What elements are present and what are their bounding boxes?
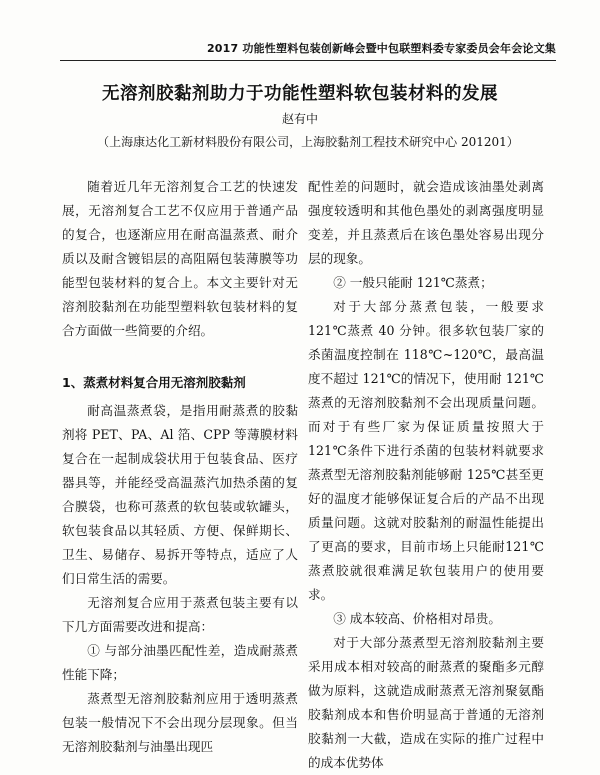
list-item-1-heading: ① 与部分油墨匹配性差，造成耐蒸煮性能下降；	[62, 643, 298, 682]
intro-paragraph: 随着近几年无溶剂复合工艺的快速发展，无溶剂复合工艺不仅应用于普通产品的复合，也逐渐应用在耐高温蒸煮、耐介质以及耐含镀铝层的高阻隔包装薄膜等功能型包装材料的复合上。本文主要针对无溶剂胶黏剂在功能型塑料软包装材料的复合方面做一些简要的介绍。	[62, 179, 298, 338]
running-header: 2017 功能性塑料包装创新峰会暨中包联塑料委专家委员会年会论文集	[206, 42, 556, 55]
section-1-paragraph-1: 耐高温蒸煮袋，是指用耐蒸煮的胶黏剂将 PET、PA、Al 箔、CPP 等薄膜材料复合在一起制成袋状用于包装食品、医疗器具等，并能经受高温蒸汽加热杀菌的复合膜袋，也称可蒸煮的软包装或软罐头，软包装食品以其轻质、方便、保鲜期长、卫生、易储存、易拆开等特点，适应了人们日常生活的需要。	[62, 403, 298, 586]
left-column	[62, 175, 298, 759]
section-1-paragraph-2: 无溶剂复合应用于蒸煮包装主要有以下几方面需要改进和提高：	[62, 595, 298, 634]
list-item-3-text: 对于大部分蒸煮型无溶剂胶黏剂主要采用成本相对较高的耐蒸煮的聚酯多元醇做为原料，这就造成耐蒸煮无溶剂聚氨酯胶黏剂成本和售价明显高于普通的无溶剂胶黏剂一大截，造成在实际的推广过程中的成本优势体	[308, 635, 544, 770]
section-1-heading: 1、蒸煮材料复合用无溶剂胶黏剂	[62, 375, 246, 390]
list-item-2-text: 对于大部分蒸煮包装，一般要求121℃蒸煮 40 分钟。很多软包装厂家的杀菌温度控制在 118℃~120℃，最高温度不超过 121℃的情况下，使用耐 121℃蒸煮的无溶剂胶黏剂不会出现质量问题。而对于有些厂家为保证质量按照大于 121℃条件下进行杀菌的包装材料就要求蒸煮型无溶剂胶黏剂能够耐 125℃甚至更好的温度才能够保证复合后的产品不出现质量问题。这就对胶黏剂的耐温性能提出了更高的要求，目前市场上只能耐121℃蒸煮胶就很难满足软包装用户的使用要求。	[308, 299, 544, 602]
list-item-2-heading: ② 一般只能耐 121℃蒸煮；	[333, 275, 493, 290]
article-title: 无溶剂胶黏剂助力于功能性塑料软包装材料的发展	[102, 84, 498, 104]
header-rule	[60, 60, 556, 61]
article-author: 赵有中	[281, 112, 318, 126]
article-affiliation: （上海康达化工新材料股份有限公司，上海胶黏剂工程技术研究中心 201201）	[97, 135, 519, 149]
right-column	[308, 175, 544, 775]
list-item-3-heading: ③ 成本较高、价格相对昂贵。	[333, 611, 501, 626]
list-item-1-text: 蒸煮型无溶剂胶黏剂应用于透明蒸煮包装一般情况下不会出现分层现象。但当无溶剂胶黏剂与油墨出现匹	[62, 691, 298, 754]
continued-paragraph: 配性差的问题时，就会造成该油墨处剥离强度较透明和其他色墨处的剥离强度明显变差，并且蒸煮后在该色墨处容易出现分层的现象。	[308, 179, 544, 266]
